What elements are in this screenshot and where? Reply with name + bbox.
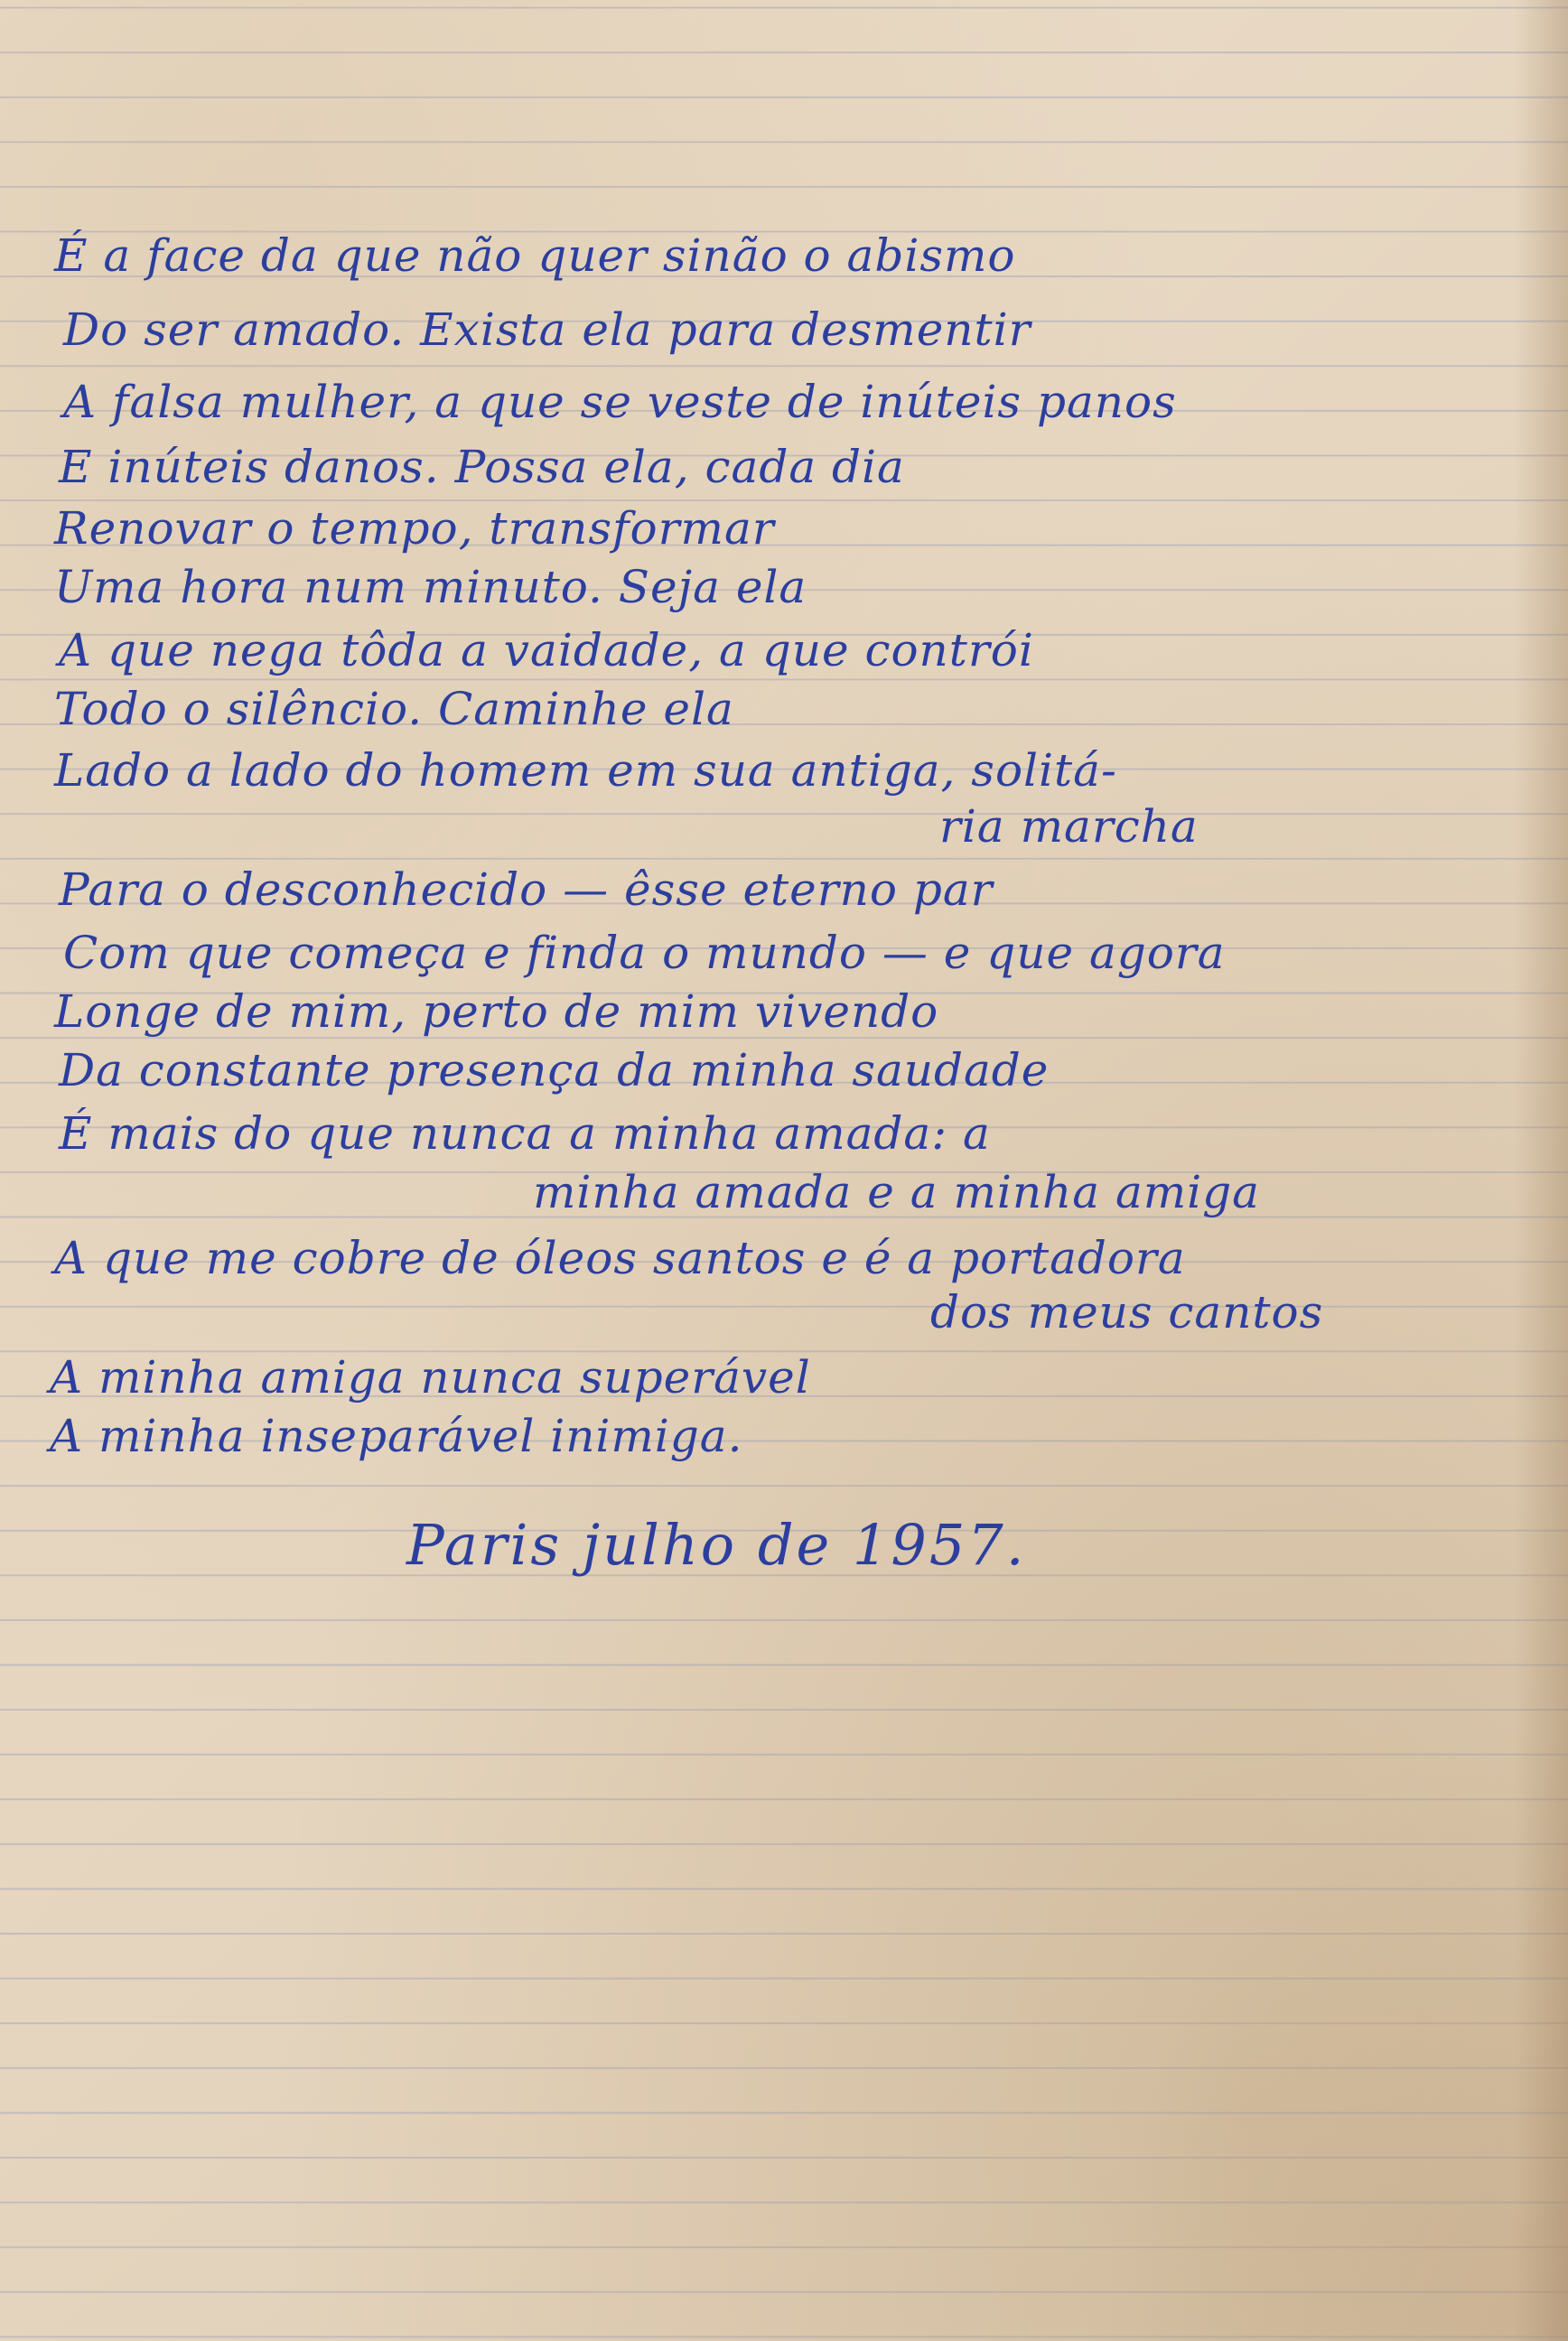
poem-line: Lado a lado do homem em sua antiga, solitá-: [54, 744, 1117, 797]
poem-line: Renovar o tempo, transformar: [54, 502, 775, 555]
poem-line: Com que começa e finda o mundo — e que agora: [63, 927, 1226, 979]
poem-line: É mais do que nunca a minha amada: a: [59, 1107, 991, 1160]
poem-line: E inúteis danos. Possa ela, cada dia: [59, 441, 905, 493]
poem-line: A que me cobre de óleos santos e é a portadora: [54, 1232, 1186, 1284]
poem-line: dos meus cantos: [930, 1286, 1324, 1338]
poem-line: Uma hora num minuto. Seja ela: [54, 561, 807, 613]
poem-date: Paris julho de 1957.: [406, 1512, 1027, 1578]
poem-line: A que nega tôda a vaidade, a que contrói: [59, 624, 1034, 676]
poem-line: Para o desconhecido — êsse eterno par: [59, 863, 994, 916]
poem-line: Do ser amado. Exista ela para desmentir: [63, 303, 1031, 356]
poem-line: A falsa mulher, a que se veste de inúteis panos: [63, 376, 1177, 428]
poem-line: A minha inseparável inimiga.: [50, 1410, 743, 1462]
poem-line: ria marcha: [939, 800, 1199, 853]
poem-line: minha amada e a minha amiga: [533, 1166, 1260, 1218]
poem-line: Todo o silêncio. Caminhe ela: [54, 683, 734, 735]
poem-line: Da constante presença da minha saudade: [59, 1044, 1050, 1096]
poem-line: Longe de mim, perto de mim vivendo: [54, 985, 939, 1038]
poem-line: É a face da que não quer sinão o abismo: [54, 229, 1016, 282]
poem-line: A minha amiga nunca superável: [50, 1351, 811, 1404]
